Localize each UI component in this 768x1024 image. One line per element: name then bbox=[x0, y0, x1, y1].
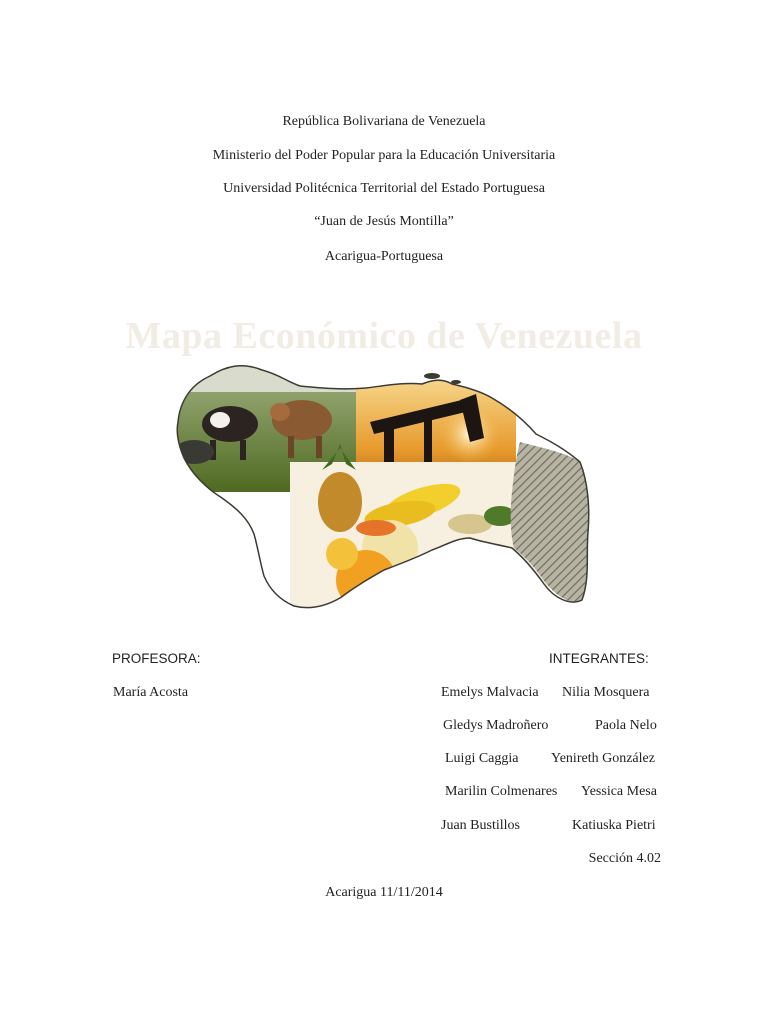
member-name: Yessica Mesa bbox=[581, 784, 657, 799]
document-title: Mapa Económico de Venezuela bbox=[125, 315, 643, 357]
member-name: Nilia Mosquera bbox=[562, 685, 650, 700]
header-university-name: “Juan de Jesús Montilla” bbox=[314, 214, 454, 229]
member-name: Gledys Madroñero bbox=[443, 718, 549, 733]
place-and-date: Acarigua 11/11/2014 bbox=[325, 885, 443, 900]
member-name: Luigi Caggia bbox=[445, 751, 519, 766]
profesora-name: María Acosta bbox=[113, 685, 189, 700]
header-university: Universidad Politécnica Territorial del Estado Portuguesa bbox=[223, 181, 545, 196]
integrantes-heading: INTEGRANTES: bbox=[549, 651, 649, 666]
venezuela-economic-map-image bbox=[170, 352, 600, 614]
header-ministry: Ministerio del Poder Popular para la Educación Universitaria bbox=[212, 148, 556, 163]
section-number: Sección 4.02 bbox=[588, 851, 661, 866]
member-name: Juan Bustillos bbox=[441, 818, 520, 833]
member-name: Paola Nelo bbox=[595, 718, 657, 733]
member-name: Marilin Colmenares bbox=[445, 784, 558, 799]
header-location: Acarigua-Portuguesa bbox=[324, 249, 444, 264]
member-name: Katiuska Pietri bbox=[572, 818, 656, 833]
header-republic: República Bolivariana de Venezuela bbox=[282, 114, 486, 129]
member-name: Emelys Malvacia bbox=[441, 685, 539, 700]
member-name: Yenireth González bbox=[551, 751, 655, 766]
profesora-heading: PROFESORA: bbox=[112, 651, 201, 666]
